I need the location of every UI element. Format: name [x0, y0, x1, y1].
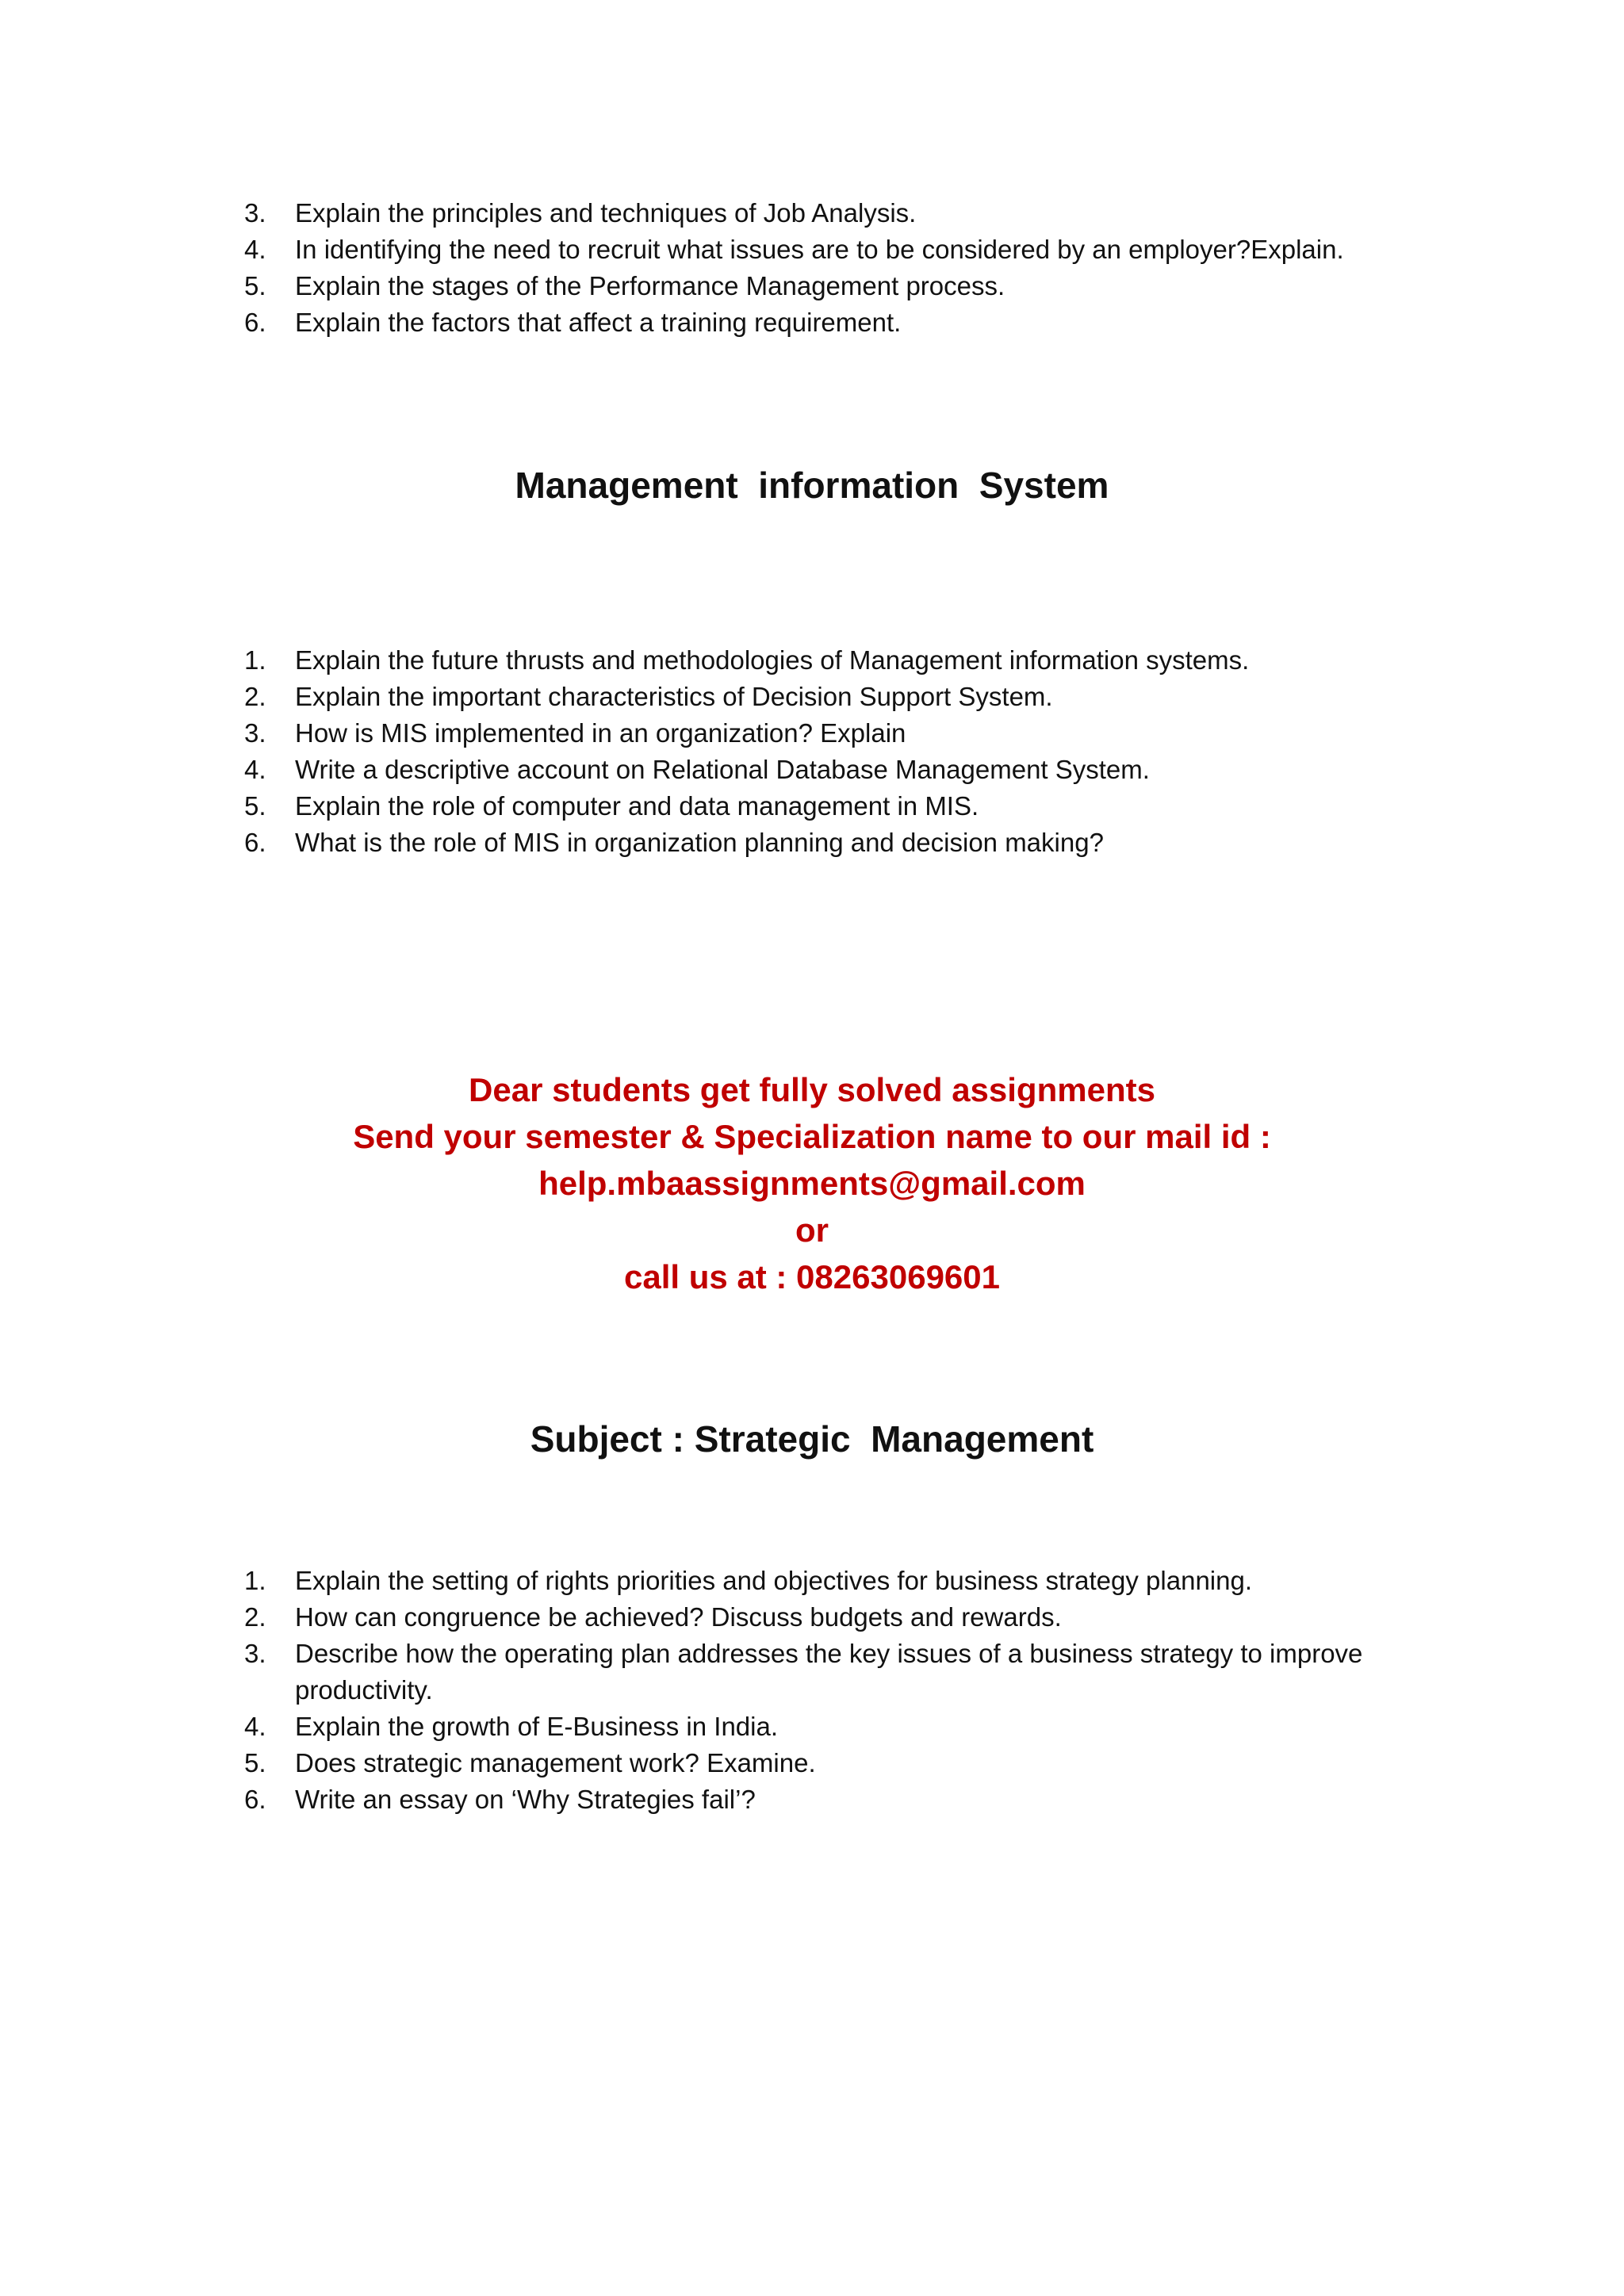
- promo-line: Dear students get fully solved assignments: [469, 1071, 1155, 1108]
- item-number: 2.: [244, 1602, 266, 1632]
- item-number: 6.: [244, 1785, 266, 1814]
- item-number: 3.: [244, 1639, 266, 1668]
- item-text: Describe how the operating plan addresses the key issues of a business strategy to improve productivity.: [295, 1639, 1363, 1705]
- list-item: [244, 195, 1434, 232]
- item-number: 5.: [244, 791, 266, 821]
- item-text: Explain the growth of E-Business in India.: [295, 1712, 779, 1741]
- item-number: 5.: [244, 1748, 266, 1777]
- item-text: How is MIS implemented in an organization? Explain: [295, 718, 906, 748]
- item-text: Explain the factors that affect a training requirement.: [295, 308, 902, 337]
- item-text: Does strategic management work? Examine.: [295, 1748, 816, 1777]
- list-item: [244, 715, 1434, 752]
- item-number: 3.: [244, 718, 266, 748]
- promo-line: or: [795, 1211, 829, 1249]
- list-item: [244, 1599, 1434, 1636]
- item-text: Explain the future thrusts and methodologies of Management information systems.: [295, 645, 1250, 675]
- list-item: [244, 1745, 1434, 1781]
- item-number: 6.: [244, 828, 266, 857]
- list-item: [244, 752, 1434, 788]
- item-text: What is the role of MIS in organization planning and decision making?: [295, 828, 1104, 857]
- list-item: [244, 304, 1434, 341]
- list-item: [244, 788, 1434, 825]
- item-text: Explain the setting of rights priorities and objectives for business strategy planning.: [295, 1566, 1252, 1595]
- item-number: 1.: [244, 645, 266, 675]
- item-text: Write a descriptive account on Relational Database Management System.: [295, 755, 1150, 784]
- promo-block: [0, 1066, 1624, 1300]
- item-text: Explain the important characteristics of Decision Support System.: [295, 682, 1053, 711]
- hr-question-list: [244, 195, 1434, 341]
- promo-line: Send your semester & Specialization name to our mail id :: [353, 1118, 1271, 1155]
- list-item: [244, 232, 1434, 268]
- item-text: Explain the stages of the Performance Management process.: [295, 271, 1005, 300]
- list-item: [244, 1709, 1434, 1745]
- item-number: 4.: [244, 755, 266, 784]
- item-number: 4.: [244, 235, 266, 264]
- strategic-heading: Subject : Strategic Management: [530, 1418, 1094, 1460]
- promo-email: help.mbaassignments@gmail.com: [538, 1165, 1086, 1202]
- item-number: 2.: [244, 682, 266, 711]
- promo-phone: call us at : 08263069601: [623, 1258, 1001, 1295]
- item-text: In identifying the need to recruit what issues are to be considered by an employer?Explain.: [295, 235, 1344, 264]
- mis-heading: Management information System: [515, 465, 1109, 506]
- list-item: [244, 1636, 1434, 1709]
- list-item: [244, 825, 1434, 861]
- list-item: [244, 268, 1434, 304]
- item-number: 4.: [244, 1712, 266, 1741]
- list-item: [244, 1781, 1434, 1818]
- item-number: 6.: [244, 308, 266, 337]
- item-text: Explain the principles and techniques of Job Analysis.: [295, 198, 917, 228]
- item-number: 1.: [244, 1566, 266, 1595]
- item-number: 5.: [244, 271, 266, 300]
- list-item: [244, 642, 1434, 679]
- mis-question-list: [244, 642, 1434, 861]
- item-number: 3.: [244, 198, 266, 228]
- item-text: Explain the role of computer and data management in MIS.: [295, 791, 979, 821]
- strategic-question-list: [244, 1563, 1434, 1818]
- item-text: How can congruence be achieved? Discuss budgets and rewards.: [295, 1602, 1062, 1632]
- list-item: [244, 679, 1434, 715]
- item-text: Write an essay on ‘Why Strategies fail’?: [295, 1785, 756, 1814]
- list-item: [244, 1563, 1434, 1599]
